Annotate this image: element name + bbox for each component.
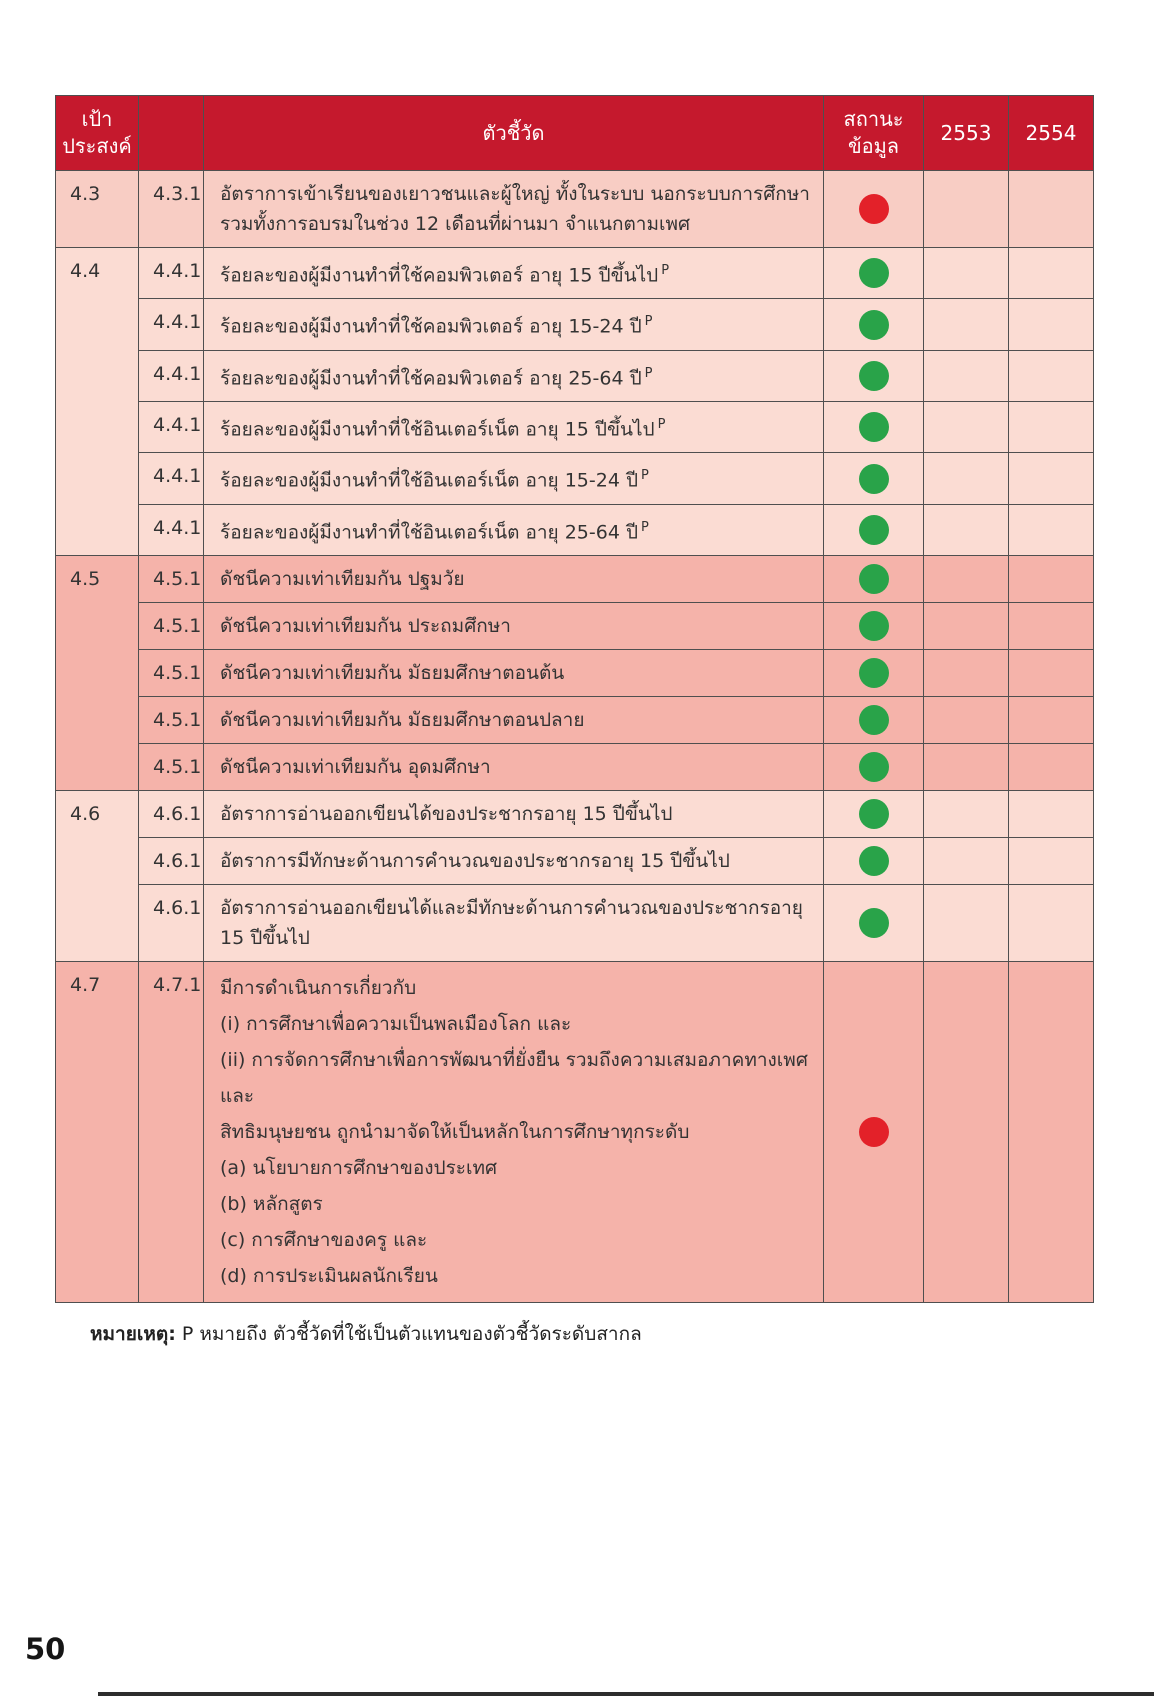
col-header-status-line1: สถานะ: [843, 107, 904, 131]
code-cell: 4.4.1: [139, 350, 204, 401]
status-cell: [824, 453, 924, 504]
code-cell: 4.7.1: [139, 961, 204, 1302]
status-cell: [824, 555, 924, 602]
year-2554-cell: [1009, 884, 1094, 961]
status-dot-green: [859, 258, 889, 288]
status-cell: [824, 602, 924, 649]
year-2554-cell: [1009, 649, 1094, 696]
year-2553-cell: [924, 350, 1009, 401]
col-header-code: [139, 96, 204, 171]
indicator-cell: [204, 696, 824, 743]
status-cell: [824, 884, 924, 961]
indicator-line: สิทธิมนุษยชน ถูกนำมาจัดให้เป็นหลักในการศึกษาทุกระดับ: [220, 1120, 690, 1143]
status-cell: [824, 350, 924, 401]
indicator-cell: [204, 299, 824, 350]
indicator-table-body: [56, 171, 1094, 1303]
indicator-cell: [204, 649, 824, 696]
col-header-year-2554: 2554: [1009, 96, 1094, 171]
year-2553-cell: [924, 602, 1009, 649]
col-header-status-line2: ข้อมูล: [847, 134, 900, 158]
indicator-text: ร้อยละของผู้มีงานทำที่ใช้อินเตอร์เน็ต อายุ 15-24 ปี: [220, 469, 639, 492]
goal-cell: 4.4: [56, 248, 139, 556]
status-dot-green: [859, 752, 889, 782]
goal-cell: 4.5: [56, 555, 139, 790]
status-cell: [824, 401, 924, 452]
status-cell: [824, 299, 924, 350]
col-header-goal-line2: ประสงค์: [62, 134, 132, 158]
code-cell: 4.4.1: [139, 401, 204, 452]
code-cell: 4.6.1: [139, 837, 204, 884]
status-cell: [824, 790, 924, 837]
proxy-indicator-superscript: P: [641, 519, 649, 535]
indicator-cell: [204, 790, 824, 837]
year-2553-cell: [924, 649, 1009, 696]
status-dot-green: [859, 464, 889, 494]
year-2554-cell: [1009, 743, 1094, 790]
status-dot-red: [859, 1117, 889, 1147]
code-cell: 4.5.1: [139, 555, 204, 602]
year-2554-cell: [1009, 299, 1094, 350]
indicator-line: มีการดำเนินการเกี่ยวกับ: [220, 976, 417, 999]
indicator-cell: [204, 961, 824, 1302]
indicator-line: (a) นโยบายการศึกษาของประเทศ: [220, 1156, 498, 1179]
goal-cell: 4.3: [56, 171, 139, 248]
status-dot-green: [859, 412, 889, 442]
indicator-text: อัตราการอ่านออกเขียนได้ของประชากรอายุ 15 ปีขึ้นไป: [220, 802, 673, 825]
year-2553-cell: [924, 401, 1009, 452]
proxy-indicator-superscript: P: [644, 365, 653, 381]
year-2554-cell: [1009, 602, 1094, 649]
status-dot-green: [859, 908, 889, 938]
code-cell: 4.3.1: [139, 171, 204, 248]
indicator-cell: [204, 350, 824, 401]
table-row: [56, 299, 1094, 350]
indicator-text: ดัชนีความเท่าเทียมกัน อุดมศึกษา: [220, 755, 491, 778]
table-row: [56, 171, 1094, 248]
year-2554-cell: [1009, 696, 1094, 743]
indicator-line: (b) หลักสูตร: [220, 1192, 323, 1215]
status-dot-green: [859, 310, 889, 340]
indicator-text: ร้อยละของผู้มีงานทำที่ใช้อินเตอร์เน็ต อายุ 15 ปีขึ้นไป: [220, 418, 655, 441]
table-row: [56, 961, 1094, 1302]
indicator-table: [55, 95, 1094, 1303]
year-2554-cell: [1009, 401, 1094, 452]
year-2554-cell: [1009, 504, 1094, 555]
indicator-cell: [204, 837, 824, 884]
table-header-row: [56, 96, 1094, 171]
code-cell: 4.6.1: [139, 884, 204, 961]
indicator-cell: [204, 743, 824, 790]
col-header-goal-line1: เป้า: [81, 107, 113, 131]
col-header-indicator: ตัวชี้วัด: [204, 96, 824, 171]
code-cell: 4.4.1: [139, 504, 204, 555]
table-row: [56, 504, 1094, 555]
indicator-text: อัตราการเข้าเรียนของเยาวชนและผู้ใหญ่ ทั้งในระบบ นอกระบบการศึกษา รวมทั้งการอบรมในช่วง 12 เดือนที่ผ่านมา จำแนกตามเพศ: [220, 183, 810, 235]
indicator-line: (d) การประเมินผลนักเรียน: [220, 1264, 438, 1287]
year-2554-cell: [1009, 248, 1094, 299]
status-cell: [824, 171, 924, 248]
table-row: [56, 790, 1094, 837]
year-2553-cell: [924, 790, 1009, 837]
year-2553-cell: [924, 453, 1009, 504]
footnote-label: หมายเหตุ:: [90, 1323, 176, 1345]
indicator-text: ร้อยละของผู้มีงานทำที่ใช้อินเตอร์เน็ต อายุ 25-64 ปี: [220, 520, 639, 543]
code-cell: 4.4.1: [139, 453, 204, 504]
page-number: 50: [25, 1632, 66, 1666]
indicator-line: (i) การศึกษาเพื่อความเป็นพลเมืองโลก และ: [220, 1012, 572, 1035]
proxy-indicator-superscript: P: [657, 416, 666, 432]
status-dot-green: [859, 611, 889, 641]
col-header-year-2553: 2553: [924, 96, 1009, 171]
year-2553-cell: [924, 555, 1009, 602]
status-dot-green: [859, 705, 889, 735]
bottom-rule: [98, 1692, 1154, 1696]
table-row: [56, 743, 1094, 790]
code-cell: 4.5.1: [139, 696, 204, 743]
code-cell: 4.5.1: [139, 743, 204, 790]
year-2553-cell: [924, 248, 1009, 299]
code-cell: 4.5.1: [139, 649, 204, 696]
table-row: [56, 401, 1094, 452]
year-2553-cell: [924, 504, 1009, 555]
col-header-goal: [56, 96, 139, 171]
proxy-indicator-superscript: P: [644, 314, 653, 330]
col-header-status: [824, 96, 924, 171]
indicator-text: ดัชนีความเท่าเทียมกัน ประถมศึกษา: [220, 614, 511, 637]
status-dot-green: [859, 658, 889, 688]
footnote: [90, 1320, 642, 1348]
proxy-indicator-superscript: P: [661, 263, 670, 278]
status-cell: [824, 504, 924, 555]
proxy-indicator-superscript: P: [641, 468, 649, 484]
table-row: [56, 602, 1094, 649]
code-cell: 4.4.1: [139, 248, 204, 299]
table-row: [56, 884, 1094, 961]
code-cell: 4.6.1: [139, 790, 204, 837]
table-row: [56, 248, 1094, 299]
indicator-text: ดัชนีความเท่าเทียมกัน ปฐมวัย: [220, 567, 465, 590]
table-row: [56, 350, 1094, 401]
year-2553-cell: [924, 837, 1009, 884]
status-dot-red: [859, 194, 889, 224]
goal-cell: 4.6: [56, 790, 139, 961]
year-2554-cell: [1009, 837, 1094, 884]
indicator-text: อัตราการมีทักษะด้านการคำนวณของประชากรอายุ 15 ปีขึ้นไป: [220, 849, 730, 872]
table-row: [56, 555, 1094, 602]
status-dot-green: [859, 799, 889, 829]
status-dot-green: [859, 515, 889, 545]
table-row: [56, 649, 1094, 696]
footnote-text: P หมายถึง ตัวชี้วัดที่ใช้เป็นตัวแทนของตัวชี้วัดระดับสากล: [175, 1323, 642, 1345]
year-2553-cell: [924, 299, 1009, 350]
indicator-text: อัตราการอ่านออกเขียนได้และมีทักษะด้านการคำนวณของประชากรอายุ 15 ปีขึ้นไป: [220, 896, 803, 949]
goal-cell: 4.7: [56, 961, 139, 1302]
indicator-cell: [204, 602, 824, 649]
indicator-cell: [204, 453, 824, 504]
year-2554-cell: [1009, 350, 1094, 401]
year-2553-cell: [924, 171, 1009, 248]
indicator-line: (c) การศึกษาของครู และ: [220, 1228, 428, 1251]
status-dot-green: [859, 846, 889, 876]
status-dot-green: [859, 564, 889, 594]
year-2554-cell: [1009, 171, 1094, 248]
status-cell: [824, 248, 924, 299]
year-2553-cell: [924, 961, 1009, 1302]
year-2553-cell: [924, 696, 1009, 743]
table-row: [56, 453, 1094, 504]
year-2554-cell: [1009, 453, 1094, 504]
year-2553-cell: [924, 743, 1009, 790]
indicator-text: ร้อยละของผู้มีงานทำที่ใช้คอมพิวเตอร์ อายุ 15 ปีขึ้นไป: [220, 264, 659, 287]
indicator-text: ร้อยละของผู้มีงานทำที่ใช้คอมพิวเตอร์ อายุ 15-24 ปี: [220, 315, 642, 338]
status-cell: [824, 743, 924, 790]
year-2553-cell: [924, 884, 1009, 961]
indicator-cell: [204, 884, 824, 961]
indicator-cell: [204, 555, 824, 602]
indicator-text: ดัชนีความเท่าเทียมกัน มัธยมศึกษาตอนปลาย: [220, 708, 585, 731]
status-dot-green: [859, 361, 889, 391]
code-cell: 4.4.1: [139, 299, 204, 350]
indicator-line: (ii) การจัดการศึกษาเพื่อการพัฒนาที่ยั่งยืน รวมถึงความเสมอภาคทางเพศ และ: [220, 1048, 808, 1107]
indicator-cell: [204, 248, 824, 299]
indicator-cell: [204, 504, 824, 555]
status-cell: [824, 961, 924, 1302]
status-cell: [824, 649, 924, 696]
indicator-cell: [204, 401, 824, 452]
table-row: [56, 696, 1094, 743]
table-row: [56, 837, 1094, 884]
indicator-text: ร้อยละของผู้มีงานทำที่ใช้คอมพิวเตอร์ อายุ 25-64 ปี: [220, 366, 642, 389]
status-cell: [824, 696, 924, 743]
year-2554-cell: [1009, 961, 1094, 1302]
indicator-text: ดัชนีความเท่าเทียมกัน มัธยมศึกษาตอนต้น: [220, 661, 565, 684]
year-2554-cell: [1009, 555, 1094, 602]
year-2554-cell: [1009, 790, 1094, 837]
indicator-cell: [204, 171, 824, 248]
code-cell: 4.5.1: [139, 602, 204, 649]
status-cell: [824, 837, 924, 884]
